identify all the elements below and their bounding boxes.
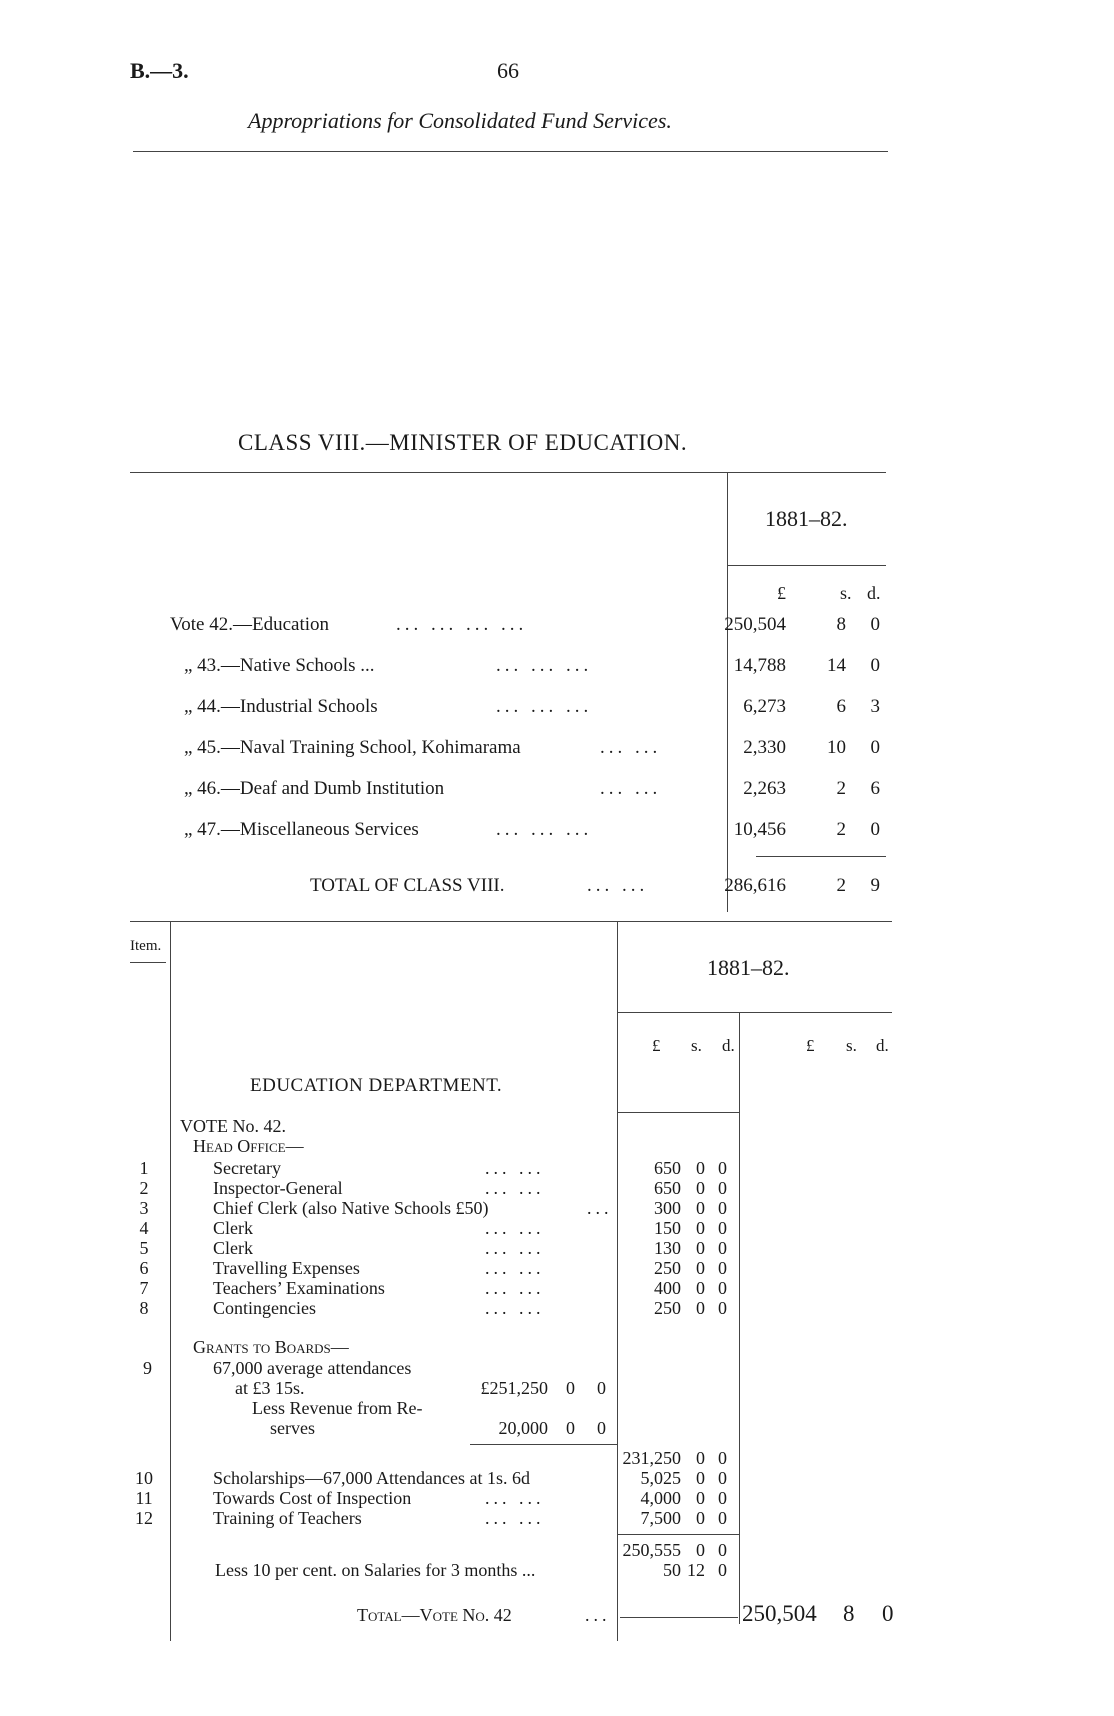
- class-row-pounds: 250,504: [724, 614, 786, 635]
- item-label: Scholarships—67,000 Attendances at 1s. 6d: [213, 1468, 530, 1488]
- class-row-label: „ 44.—Industrial Schools: [184, 696, 378, 717]
- class-row-shillings: 6: [836, 696, 846, 717]
- item-label: Contingencies: [213, 1298, 316, 1318]
- class-total-row: [170, 875, 890, 901]
- item-label: Travelling Expenses: [213, 1258, 360, 1278]
- item-pounds: 5,025: [640, 1468, 681, 1488]
- item-number: 8: [139, 1298, 149, 1318]
- item-pence: 0: [718, 1198, 727, 1218]
- item-label: Training of Teachers: [213, 1508, 362, 1528]
- less-salaries-pounds: 50: [663, 1560, 681, 1580]
- class-row-dots: ... ... ...: [496, 696, 593, 717]
- subamount-column-divider: [739, 1012, 740, 1624]
- class-row: [170, 737, 890, 763]
- less-revenue-line-1: Less Revenue from Re-: [252, 1398, 423, 1418]
- item-pence: 0: [718, 1258, 727, 1278]
- less-revenue-pounds: 20,000: [498, 1418, 548, 1438]
- item-number: 7: [139, 1278, 149, 1298]
- item-pence: 0: [718, 1238, 727, 1258]
- col2-pounds-header: £: [806, 1036, 815, 1055]
- less-salaries-shillings: 12: [687, 1560, 705, 1580]
- less-revenue-line-2: serves: [270, 1418, 315, 1438]
- vote-total-pence: 0: [882, 1601, 894, 1626]
- class-row-pence: 6: [870, 778, 880, 799]
- item-header-rule: [130, 962, 166, 963]
- class-total-pounds: 286,616: [724, 875, 786, 896]
- less-revenue-pence: 0: [597, 1418, 606, 1438]
- item-dots: ... ...: [485, 1508, 545, 1528]
- head-office-heading: Head Office—: [193, 1136, 304, 1156]
- class-row-dots: ... ...: [600, 737, 662, 758]
- item-label: Clerk: [213, 1238, 253, 1258]
- vote-total-shillings: 8: [843, 1601, 855, 1626]
- vote-total-label: Total—Vote No. 42: [357, 1605, 512, 1625]
- class-row-pence: 3: [870, 696, 880, 717]
- item-row: [125, 1158, 745, 1178]
- grant-net-pounds: 231,250: [622, 1448, 681, 1468]
- class-row-label: Vote 42.—Education: [170, 614, 330, 635]
- vote-total-rule: [620, 1617, 738, 1618]
- item-row: [125, 1198, 745, 1218]
- class-row-pounds: 2,330: [743, 737, 786, 758]
- class-row-pence: 0: [870, 819, 880, 840]
- class-row-label: „ 43.—Native Schools ...: [184, 655, 375, 676]
- class-row-pence: 0: [870, 655, 880, 676]
- item-row: [125, 1238, 745, 1258]
- class-row: [170, 778, 890, 804]
- item-label: Towards Cost of Inspection: [213, 1488, 412, 1508]
- item-shillings: 0: [696, 1278, 705, 1298]
- item-shillings: 0: [696, 1238, 705, 1258]
- detail-top-rule: [130, 921, 892, 922]
- item-pounds: 400: [654, 1278, 681, 1298]
- detail-year: 1881–82.: [707, 955, 790, 980]
- page-number: 66: [497, 58, 519, 83]
- item-row: [125, 1508, 745, 1528]
- item-number: 5: [139, 1238, 149, 1258]
- item-pence: 0: [718, 1158, 727, 1178]
- class-row: [170, 655, 890, 681]
- class-total-label: TOTAL OF CLASS VIII.: [310, 875, 505, 896]
- class-row: [170, 614, 890, 640]
- col2-pence-header: d.: [876, 1036, 889, 1055]
- class-row-shillings: 2: [836, 819, 846, 840]
- vote-total-pounds: 250,504: [742, 1601, 817, 1626]
- item-pounds: 650: [654, 1178, 681, 1198]
- class-title: CLASS VIII.—MINISTER OF EDUCATION.: [238, 430, 688, 455]
- less-salaries-row: [125, 1560, 745, 1580]
- item-shillings: 0: [696, 1468, 705, 1488]
- item-pounds: 130: [654, 1238, 681, 1258]
- class-row-dots: ... ... ... ...: [396, 614, 528, 635]
- class-row-label: „ 45.—Naval Training School, Kohimarama: [184, 737, 521, 758]
- class-col-pounds: £: [777, 583, 786, 603]
- class-row-shillings: 2: [836, 778, 846, 799]
- vote-heading: VOTE No. 42.: [180, 1116, 286, 1136]
- col1-pounds-header: £: [652, 1036, 661, 1055]
- item-dots: ... ...: [485, 1258, 545, 1278]
- class-total-pence: 9: [870, 875, 880, 896]
- item-pounds: 300: [654, 1198, 681, 1218]
- class-top-rule: [130, 472, 886, 473]
- grant-subtract-rule: [470, 1444, 617, 1445]
- col1-shillings-header: s.: [691, 1036, 702, 1055]
- item-shillings: 0: [696, 1258, 705, 1278]
- col1-pence-header: d.: [722, 1036, 735, 1055]
- item-pence: 0: [718, 1178, 727, 1198]
- department-heading: EDUCATION DEPARTMENT.: [250, 1075, 503, 1096]
- grant-line-1: 67,000 average attendances: [213, 1358, 412, 1378]
- class-row-shillings: 14: [827, 655, 846, 676]
- class-row-label: „ 47.—Miscellaneous Services: [184, 819, 419, 840]
- item-dots: ... ...: [485, 1298, 545, 1318]
- item-number: 12: [135, 1508, 153, 1528]
- item-pounds: 650: [654, 1158, 681, 1178]
- class-row-dots: ... ...: [600, 778, 662, 799]
- item-shillings: 0: [696, 1198, 705, 1218]
- class-row-pounds: 6,273: [743, 696, 786, 717]
- item-label: Chief Clerk (also Native Schools £50): [213, 1198, 489, 1218]
- class-row-pounds: 14,788: [733, 655, 786, 676]
- subtotal-shillings: 0: [696, 1540, 705, 1560]
- class-row-dots: ... ... ...: [496, 819, 593, 840]
- item-number: 1: [139, 1158, 149, 1178]
- item-dots: ... ...: [485, 1158, 545, 1178]
- class-total-dots: ... ...: [587, 875, 649, 896]
- grant-gross-pounds: £251,250: [480, 1378, 548, 1398]
- class-amount-divider: [727, 472, 728, 912]
- item-number: 3: [139, 1198, 149, 1218]
- grant-number: 9: [143, 1358, 152, 1378]
- item-pence: 0: [718, 1508, 727, 1528]
- class-row-pence: 0: [870, 737, 880, 758]
- item-dots: ... ...: [485, 1218, 545, 1238]
- item-dots: ... ...: [485, 1488, 545, 1508]
- item-row: [125, 1258, 745, 1278]
- grant-gross-pence: 0: [597, 1378, 606, 1398]
- class-row-pounds: 10,456: [733, 819, 786, 840]
- item-number: 6: [139, 1258, 149, 1278]
- item-dots: ... ...: [485, 1178, 545, 1198]
- item-label: Clerk: [213, 1218, 253, 1238]
- less-salaries-label: Less 10 per cent. on Salaries for 3 months ...: [215, 1560, 536, 1580]
- item-pence: 0: [718, 1218, 727, 1238]
- less-revenue-shillings: 0: [566, 1418, 575, 1438]
- item-row: [125, 1218, 745, 1238]
- item-shillings: 0: [696, 1488, 705, 1508]
- class-row-pence: 0: [870, 614, 880, 635]
- class-row: [170, 696, 890, 722]
- item-pounds: 150: [654, 1218, 681, 1238]
- detail-year-rule: [617, 1012, 892, 1013]
- item-shillings: 0: [696, 1178, 705, 1198]
- document-ref: B.—3.: [130, 58, 189, 83]
- grant-net-pence: 0: [718, 1448, 727, 1468]
- item-row: [125, 1278, 745, 1298]
- item-shillings: 0: [696, 1158, 705, 1178]
- item-pounds: 250: [654, 1298, 681, 1318]
- class-row-label: „ 46.—Deaf and Dumb Institution: [184, 778, 445, 799]
- class-row: [170, 819, 890, 845]
- running-title: Appropriations for Consolidated Fund Services.: [248, 108, 672, 133]
- item-pence: 0: [718, 1278, 727, 1298]
- class-row-dots: ... ... ...: [496, 655, 593, 676]
- grants-heading: Grants to Boards—: [193, 1337, 349, 1357]
- amount-top-rule: [617, 1112, 739, 1113]
- item-pence: 0: [718, 1298, 727, 1318]
- class-row-pounds: 2,263: [743, 778, 786, 799]
- item-row: [125, 1298, 745, 1318]
- item-label: Teachers’ Examinations: [213, 1278, 385, 1298]
- item-dots: ... ...: [485, 1278, 545, 1298]
- item-pounds: 4,000: [640, 1488, 681, 1508]
- item-shillings: 0: [696, 1298, 705, 1318]
- item-label: Secretary: [213, 1158, 281, 1178]
- item-number: 10: [135, 1468, 153, 1488]
- item-number: 11: [135, 1488, 153, 1508]
- class-total-shillings: 2: [836, 875, 846, 896]
- item-pence: 0: [718, 1488, 727, 1508]
- item-dots: ... ...: [485, 1238, 545, 1258]
- item-pounds: 7,500: [640, 1508, 681, 1528]
- item-row: [125, 1468, 745, 1488]
- grant-net-shillings: 0: [696, 1448, 705, 1468]
- item-dots: ...: [587, 1198, 613, 1218]
- class-row-shillings: 10: [827, 737, 846, 758]
- class-subtotal-rule: [756, 856, 886, 857]
- class-year: 1881–82.: [765, 506, 848, 531]
- item-pence: 0: [718, 1468, 727, 1488]
- item-number: 4: [139, 1218, 149, 1238]
- class-col-pence: d.: [867, 583, 881, 603]
- item-shillings: 0: [696, 1218, 705, 1238]
- class-row-shillings: 8: [836, 614, 846, 635]
- less-salaries-pence: 0: [718, 1560, 727, 1580]
- subtotal-pence: 0: [718, 1540, 727, 1560]
- item-label: Inspector-General: [213, 1178, 343, 1198]
- header-rule: [133, 151, 888, 152]
- grant-net-row: [125, 1448, 745, 1468]
- subtotal-rule: [617, 1534, 739, 1535]
- item-shillings: 0: [696, 1508, 705, 1528]
- vote-total-dots: ...: [585, 1605, 611, 1625]
- grant-gross-shillings: 0: [566, 1378, 575, 1398]
- subtotal-row: [125, 1540, 745, 1560]
- item-row: [125, 1488, 745, 1508]
- grant-line-2: at £3 15s.: [235, 1378, 305, 1398]
- item-pounds: 250: [654, 1258, 681, 1278]
- item-row: [125, 1178, 745, 1198]
- class-year-rule: [727, 565, 886, 566]
- subtotal-pounds: 250,555: [622, 1540, 681, 1560]
- col2-shillings-header: s.: [846, 1036, 857, 1055]
- class-col-shillings: s.: [840, 583, 852, 603]
- item-header: Item.: [130, 938, 162, 954]
- item-number: 2: [139, 1178, 149, 1198]
